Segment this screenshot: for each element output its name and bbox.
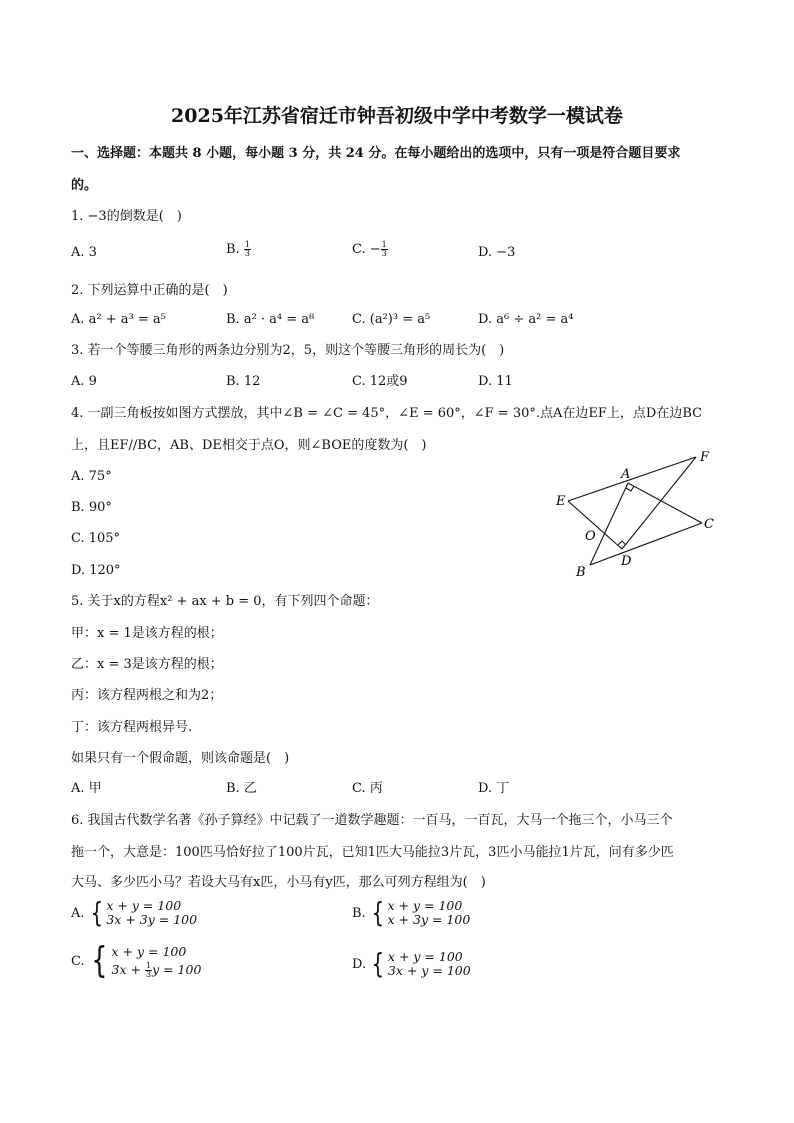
- label-E: E: [556, 494, 566, 509]
- geometry-figure: [550, 445, 730, 580]
- section-header-line1: 一、选择题：本题共 8 小题，每小题 3 分，共 24 分。在每小题给出的选项中，只有一项是符合题目要求: [71, 146, 681, 161]
- brace-icon: {: [371, 896, 384, 929]
- segment-FD: [622, 457, 696, 549]
- q3-option-c: C. 12或9: [352, 374, 408, 389]
- q3-option-d: D. 11: [478, 374, 513, 389]
- brace-icon: {: [371, 947, 385, 980]
- q6-stem-line2: 拖一个，大意是：100匹马恰好拉了100片瓦，已知1匹大马能拉3片瓦，3匹小马能拉1片瓦，问有多少匹: [71, 845, 674, 860]
- label-F: F: [700, 450, 710, 465]
- q5-proposition-yi: 乙：x = 3是该方程的根；: [71, 657, 223, 672]
- brace-icon: {: [90, 896, 103, 929]
- label-O: O: [585, 529, 596, 544]
- q5-stem: 5. 关于x的方程x² + ax + b = 0，有下列四个命题：: [71, 594, 379, 609]
- q4-stem-line1: 4. 一副三角板按如图方式摆放，其中∠B = ∠C = 45°，∠E = 60°，∠F = 30°.点A在边EF上，点D在边BC: [71, 406, 703, 421]
- brace-icon: {: [91, 940, 108, 981]
- q5-proposition-ding: 丁：该方程两根异号.: [71, 720, 193, 735]
- page-title: 2025年江苏省宿迁市钟吾初级中学中考数学一模试卷: [171, 105, 623, 127]
- q2-option-b: B. a² · a⁴ = a⁸: [226, 312, 315, 327]
- q6-option-c: C. { x + y = 100 3x + $\frac{1}{3}$ y = 100: [71, 940, 202, 981]
- fraction: $\frac{1}{3}$: [381, 240, 387, 258]
- q4-option-a: A. 75°: [71, 469, 112, 484]
- q5-option-d: D. 丁: [478, 781, 510, 796]
- segment-EF: [568, 457, 696, 501]
- q6-option-d: D. { x + y = 100 3x + y = 100: [352, 947, 471, 980]
- right-angle-mark-A: [626, 486, 634, 491]
- label-D: D: [621, 554, 632, 569]
- segment-AC: [628, 483, 702, 523]
- q4-option-c: C. 105°: [71, 531, 121, 546]
- label-A: A: [621, 467, 631, 482]
- label-B: B: [576, 565, 586, 580]
- q5-proposition-bing: 丙：该方程两根之和为2；: [71, 688, 223, 703]
- q3-option-b: B. 12: [226, 374, 261, 389]
- right-angle-mark-D: [618, 541, 626, 545]
- q6-option-b: B. { x + y = 100 x + 3y = 100: [352, 896, 471, 929]
- q4-option-b: B. 90°: [71, 500, 112, 515]
- q1-stem: 1. −3的倒数是( ): [71, 209, 182, 224]
- q6-stem-line3: 大马、多少匹小马？若设大马有x匹，小马有y匹，那么可列方程组为( ): [71, 875, 486, 890]
- q1-option-b: B. $\frac{1}{3}$: [226, 240, 250, 258]
- q5-option-a: A. 甲: [71, 781, 102, 796]
- q3-option-a: A. 9: [71, 374, 97, 389]
- q6-option-a: A. { x + y = 100 3x + 3y = 100: [71, 896, 198, 929]
- q2-option-d: D. a⁶ ÷ a² = a⁴: [478, 312, 574, 327]
- q5-ask: 如果只有一个假命题，则该命题是( ): [71, 751, 290, 766]
- q3-stem: 3. 若一个等腰三角形的两条边分别为2，5，则这个等腰三角形的周长为( ): [71, 343, 505, 358]
- q1-option-c: C. − $\frac{1}{3}$: [352, 240, 387, 258]
- q1-option-d: D. −3: [478, 245, 516, 260]
- q2-stem: 2. 下列运算中正确的是( ): [71, 283, 228, 298]
- q4-stem-line2: 上，且EF//BC，AB、DE相交于点O，则∠BOE的度数为( ): [71, 438, 427, 453]
- fraction: $\frac{1}{3}$: [244, 240, 250, 258]
- q4-option-d: D. 120°: [71, 563, 121, 578]
- q5-proposition-jia: 甲：x = 1是该方程的根；: [71, 626, 223, 641]
- q2-option-a: A. a² + a³ = a⁵: [71, 312, 166, 327]
- q1-option-a: A. 3: [71, 245, 97, 260]
- q2-option-c: C. (a²)³ = a⁵: [352, 312, 431, 327]
- q6-stem-line1: 6. 我国古代数学名著《孙子算经》中记载了一道数学趣题：一百马，一百瓦，大马一个拖三个，小马三个: [71, 813, 673, 828]
- q5-option-b: B. 乙: [226, 781, 257, 796]
- label-C: C: [704, 517, 714, 532]
- section-header-line2: 的。: [71, 178, 98, 193]
- q5-option-c: C. 丙: [352, 781, 383, 796]
